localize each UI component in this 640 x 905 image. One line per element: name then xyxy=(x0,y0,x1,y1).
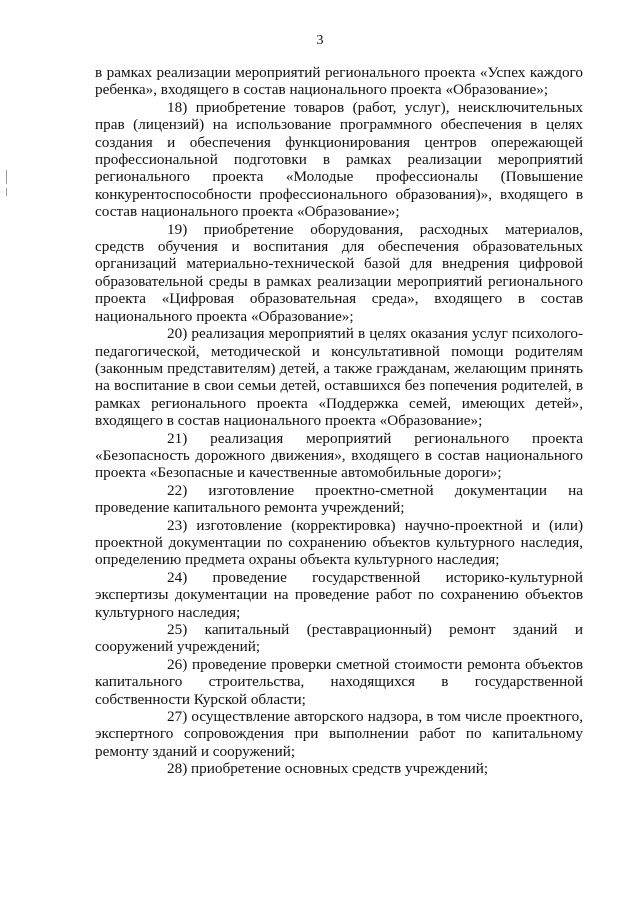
list-item-number: 23) xyxy=(167,516,188,534)
list-item xyxy=(95,325,583,429)
list-item-text: приобретение основных средств учреждений; xyxy=(191,760,489,778)
paragraph-text: в рамках реализации мероприятий регионального проекта «Успех каждого ребенка», входящего в состав национального проекта «Образование»; xyxy=(95,64,583,99)
margin-scan-mark xyxy=(6,170,7,184)
document-body xyxy=(95,64,583,778)
list-item xyxy=(95,517,583,569)
list-item xyxy=(95,221,583,325)
page-number: 3 xyxy=(316,33,324,48)
list-item xyxy=(95,708,583,760)
list-item xyxy=(95,760,583,777)
list-item-number: 21) xyxy=(167,429,188,447)
list-item-number: 22) xyxy=(167,481,188,499)
list-item xyxy=(95,621,583,656)
list-item-number: 19) xyxy=(167,220,188,238)
list-item-number: 18) xyxy=(167,98,188,116)
list-item-text: изготовление (корректировка) научно-проектной и (или) проектной документации по сохранению объектов культурного наследия, определению предмета охраны объекта культурного наследия; xyxy=(95,516,583,569)
list-item-text: приобретение товаров (работ, услуг), неисключительных прав (лицензий) на использование программного обеспечения в целях создания и обеспечения функционирования центров опережающей профессиональной подготовки в рамках реализации мероприятий регионального проекта «Молодые профессионалы (Повышение конкурентоспособности профессионального образования)», входящего в состав национального проекта «Образование»; xyxy=(95,98,583,221)
list-item-number: 26) xyxy=(167,655,188,673)
margin-scan-mark xyxy=(6,188,7,196)
list-item-text: реализация мероприятий регионального проекта «Безопасность дорожного движения», входящего в состав национального проекта «Безопасные и качественные автомобильные дороги»; xyxy=(95,429,584,482)
list-item xyxy=(95,482,583,517)
list-item-number: 20) xyxy=(167,325,188,343)
list-item xyxy=(95,656,583,708)
list-item xyxy=(95,99,583,221)
list-item-text: капитальный (реставрационный) ремонт зданий и сооружений учреждений; xyxy=(95,621,583,656)
list-item-text: проведение проверки сметной стоимости ремонта объектов капитального строительства, находящихся в государственной собственности Курской области; xyxy=(95,655,583,708)
list-item-number: 28) xyxy=(167,760,188,778)
list-item-number: 24) xyxy=(167,568,188,586)
list-item-text: осуществление авторского надзора, в том числе проектного, экспертного сопровождения при выполнении работ по капитальному ремонту зданий и сооружений; xyxy=(95,708,584,760)
list-item-text: реализация мероприятий в целях оказания услуг психолого-педагогической, методической и консультативной помощи родителям (законным представителям) детей, а также гражданам, желающим принять на воспитание в свои семьи детей, оставшихся без попечения родителей, в рамках регионального проекта «Поддержка семей, имеющих детей», входящего в состав национального проекта «Образование»; xyxy=(95,325,584,430)
list-item-text: изготовление проектно-сметной документации на проведение капитального ремонта учреждений; xyxy=(95,481,584,517)
list-item-number: 25) xyxy=(167,621,188,638)
list-item xyxy=(95,569,583,621)
list-item-number: 27) xyxy=(167,708,188,726)
list-item xyxy=(95,430,583,482)
list-item-text: проведение государственной историко-культурной экспертизы документации на проведение работ по сохранению объектов культурного наследия; xyxy=(95,568,583,621)
paragraph-continuation xyxy=(95,64,583,99)
list-item-text: приобретение оборудования, расходных материалов, средств обучения и воспитания для обеспечения образовательных организаций материально-технической базой для внедрения цифровой образовательной среды в рамках реализации мероприятий регионального проекта «Цифровая образовательная среда», входящего в состав национального проекта «Образование»; xyxy=(95,220,583,325)
